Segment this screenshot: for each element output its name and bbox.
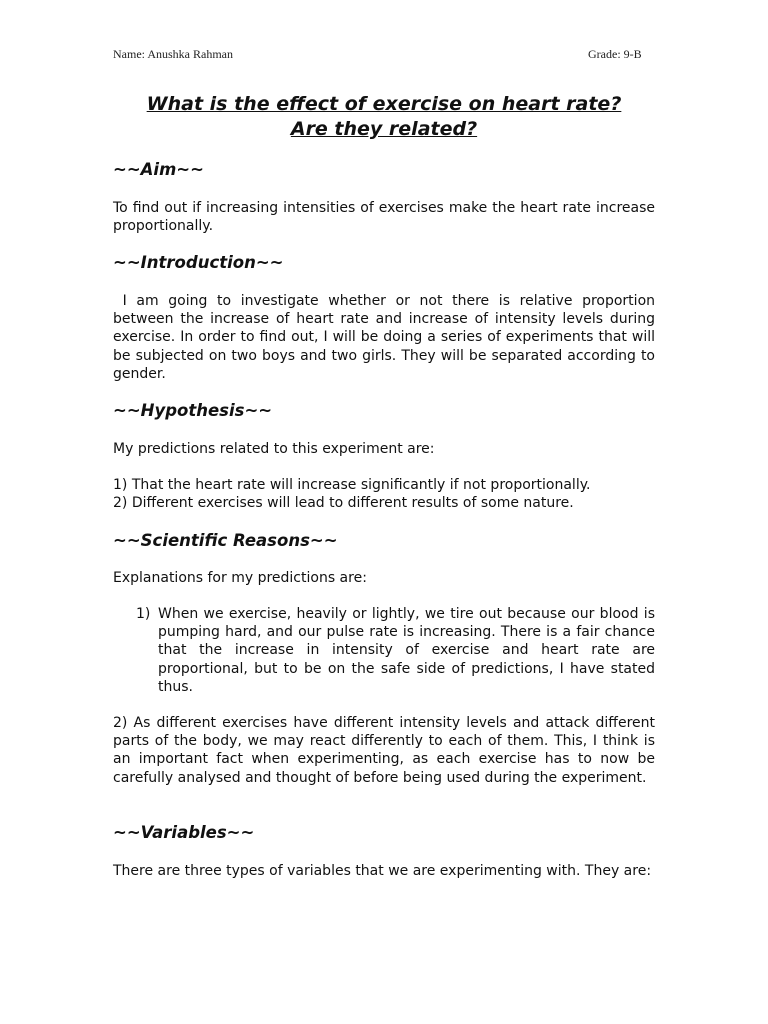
student-grade: Grade: 9-B	[588, 47, 642, 61]
page-title	[113, 92, 655, 142]
hypothesis-intro: My predictions related to this experiment are:	[113, 441, 435, 457]
introduction-heading: ~~Introduction~~	[113, 253, 284, 272]
hypothesis-item-1: 1) That the heart rate will increase significantly if not proportionally.	[113, 477, 591, 493]
hypothesis-heading: ~~Hypothesis~~	[113, 401, 273, 420]
aim-heading: ~~Aim~~	[113, 160, 204, 179]
student-name: Name: Anushka Rahman	[113, 47, 233, 61]
title-line-2: Are they related?	[290, 118, 478, 140]
reason-1-text: When we exercise, heavily or lightly, we tire out because our blood is pumping hard, and our pulse rate is increasing. There is a fair chance that the increase in intensity of exercise and heart rate are proportional, but to be on the safe side of predictions, I have stated thus.	[158, 606, 655, 695]
aim-text: To find out if increasing intensities of exercises make the heart rate increase proportionally.	[113, 200, 655, 235]
variables-heading: ~~Variables~~	[113, 823, 255, 842]
title-line-1: What is the effect of exercise on heart rate?	[146, 93, 622, 115]
scientific-reasons-intro: Explanations for my predictions are:	[113, 570, 367, 586]
reason-2-text: 2) As different exercises have different intensity levels and attack different parts of the body, we may react differently to each of them. This, I think is an important fact when experimenting, as each exercise has to now be carefully analysed and thought of before being used during the experiment.	[113, 715, 655, 786]
introduction-text: I am going to investigate whether or not there is relative proportion between the increase of heart rate and increase of intensity levels during exercise. In order to find out, I will be doing a series of experiments that will be subjected on two boys and two girls. They will be separated according to gender.	[113, 293, 660, 382]
hypothesis-item-2: 2) Different exercises will lead to different results of some nature.	[113, 495, 574, 511]
scientific-reasons-heading: ~~Scientific Reasons~~	[113, 531, 338, 550]
reason-1-number: 1)	[136, 606, 151, 622]
variables-text: There are three types of variables that we are experimenting with. They are:	[113, 863, 652, 879]
